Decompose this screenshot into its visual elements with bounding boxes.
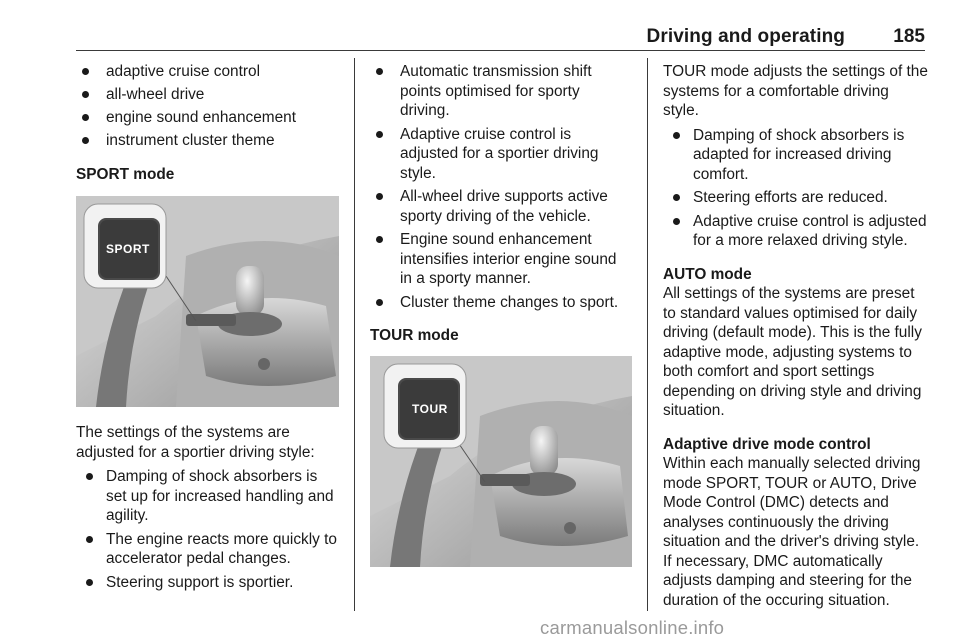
list-item: Engine sound enhancement intensifies interior engine sound in a sporty manner. <box>370 230 632 289</box>
bullet-icon <box>673 194 680 201</box>
feature-list <box>76 62 341 151</box>
sport-settings-list <box>76 467 341 592</box>
list-item: Steering support is sportier. <box>76 573 341 593</box>
column-3 <box>663 62 928 610</box>
list-item: Damping of shock absorbers is adapted for increased driving comfort. <box>663 126 928 185</box>
auto-mode-text: All settings of the systems are preset to standard values optimised for daily driving (default mode). This is the fully adaptive mode, adjusting systems to both comfort and sport settings depending on driving style and driving situation. <box>663 285 922 419</box>
bullet-icon <box>376 193 383 200</box>
sport-mode-photo <box>76 196 339 407</box>
sport-intro-text: The settings of the systems are adjusted for a sportier driving style: <box>76 424 315 461</box>
sport-mode-heading: SPORT mode <box>76 165 175 183</box>
tour-mode-photo <box>370 356 632 567</box>
list-item: The engine reacts more quickly to accelerator pedal changes. <box>76 530 341 569</box>
page-number: 185 <box>893 26 925 47</box>
list-item: all-wheel drive <box>76 85 341 105</box>
column-divider-2 <box>647 58 648 611</box>
list-item: Automatic transmission shift points optimised for sporty driving. <box>370 62 632 121</box>
bullet-icon <box>86 536 93 543</box>
tour-settings-list <box>663 126 928 251</box>
bullet-icon <box>376 236 383 243</box>
header-rule <box>76 50 925 51</box>
bullet-icon <box>82 68 89 75</box>
page-section-title: Driving and operating <box>646 26 845 47</box>
column-2 <box>370 62 632 567</box>
sport-button-label: SPORT <box>106 242 150 256</box>
bullet-icon <box>673 218 680 225</box>
list-item: Damping of shock absorbers is set up for increased handling and agility. <box>76 467 341 526</box>
list-item: Steering efforts are reduced. <box>663 188 928 208</box>
tour-intro-text: TOUR mode adjusts the settings of the systems for a comfortable driving style. <box>663 63 928 119</box>
tour-button-label: TOUR <box>412 401 448 416</box>
adaptive-drive-heading: Adaptive drive mode control <box>663 435 871 453</box>
list-item: Adaptive cruise control is adjusted for a sportier driving style. <box>370 125 632 184</box>
bullet-icon <box>673 132 680 139</box>
bullet-icon <box>82 137 89 144</box>
list-item: All-wheel drive supports active sporty driving of the vehicle. <box>370 187 632 226</box>
list-item: engine sound enhancement <box>76 108 341 128</box>
tour-mode-heading: TOUR mode <box>370 327 459 344</box>
column-1 <box>76 62 341 596</box>
watermark-text: carmanualsonline.info <box>540 617 725 638</box>
adaptive-drive-text: Within each manually selected driving mode SPORT, TOUR or AUTO, Drive Mode Control (DMC) detects and analyses continuously the driving situation and the driver's driving style. If necessary, DMC automatically adjusts damping and steering for the duration of the occuring situation. <box>663 455 921 609</box>
bullet-icon <box>82 91 89 98</box>
column-divider-1 <box>354 58 355 611</box>
list-item: Cluster theme changes to sport. <box>370 293 632 313</box>
bullet-icon <box>376 299 383 306</box>
bullet-icon <box>376 131 383 138</box>
bullet-icon <box>86 579 93 586</box>
list-item: Adaptive cruise control is adjusted for a more relaxed driving style. <box>663 212 928 251</box>
bullet-icon <box>86 473 93 480</box>
bullet-icon <box>376 68 383 75</box>
list-item: adaptive cruise control <box>76 62 341 82</box>
list-item: instrument cluster theme <box>76 131 341 151</box>
bullet-icon <box>82 114 89 121</box>
sport-settings-list-continued <box>370 62 632 312</box>
auto-mode-heading: AUTO mode <box>663 265 752 283</box>
